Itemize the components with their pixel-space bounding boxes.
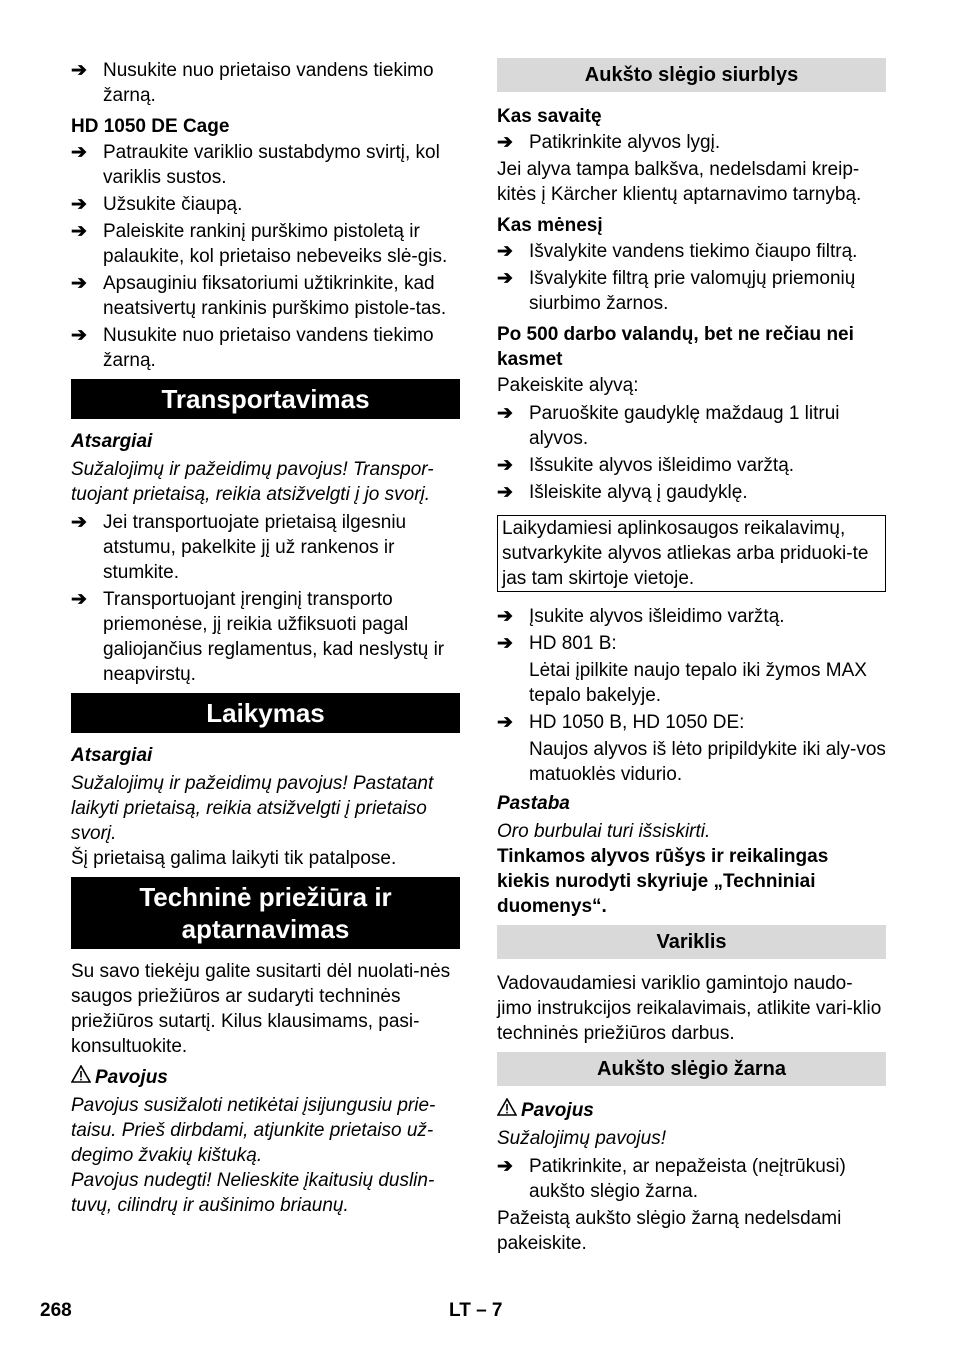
danger-heading: Pavojus: [71, 1065, 460, 1090]
hose-text: Pažeistą aukšto slėgio žarną nedelsdami pakeiskite.: [497, 1208, 842, 1254]
arrow-right-icon: ➔: [497, 482, 513, 503]
caution-label: Atsargiai: [71, 431, 153, 452]
monthly-heading: Kas mėnesį: [497, 215, 603, 236]
note-label: Pastaba: [497, 793, 570, 814]
list-item: ➔ Įsukite alyvos išleidimo varžtą.: [497, 606, 785, 627]
page-number: 268: [40, 1300, 72, 1321]
list-item: ➔ Nusukite nuo prietaiso vandens tiekimo žarną.: [71, 60, 434, 106]
list-item: ➔ Patikrinkite, ar nepažeista (neįtrūkusi) aukšto slėgio žarna.: [497, 1156, 846, 1202]
arrow-right-icon: ➔: [71, 60, 87, 81]
arrow-right-icon: ➔: [497, 268, 513, 289]
weekly-heading: Kas savaitę: [497, 106, 602, 127]
arrow-right-icon: ➔: [497, 455, 513, 476]
section-title-pump: Aukšto slėgio siurblys: [497, 58, 886, 92]
arrow-right-icon: ➔: [497, 132, 513, 153]
list-item: ➔ Jei transportuojate prietaisą ilgesniu atstumu, pakelkite jį už rankenos ir stumkite.: [71, 512, 407, 583]
hours-heading: Po 500 darbo valandų, bet ne rečiau nei kasmet: [497, 324, 854, 370]
model-heading: HD 1050 DE Cage: [71, 116, 230, 137]
engine-text: Vadovaudamiesi variklio gamintojo naudo-jimo instrukcijos reikalavimais, atlikite vari-klio techninės priežiūros darbus.: [497, 973, 882, 1044]
language-page-label: LT – 7: [449, 1300, 503, 1321]
list-item: ➔ Išleiskite alyvą į gaudyklę.: [497, 482, 748, 503]
environment-note-box: Laikydamiesi aplinkosaugos reikalavimų, sutvarkykite alyvos atliekas arba priduoki-te jas tam skirtoje vietoje.: [497, 515, 886, 592]
arrow-right-icon: ➔: [497, 1156, 513, 1177]
list-item: ➔ Paruoškite gaudyklę maždaug 1 litrui alyvos.: [497, 403, 840, 449]
caution-label: Atsargiai: [71, 745, 153, 766]
arrow-right-icon: ➔: [71, 589, 87, 610]
warning-triangle-icon: [71, 1065, 95, 1090]
weekly-text: Jei alyva tampa balkšva, nedelsdami kreip-kitės į Kärcher klientų aptarnavimo tarnybą.: [497, 159, 862, 205]
danger-text: Pavojus nudegti! Nelieskite įkaitusių duslin-tuvų, cilindrų ir aušinimo briaunų.: [71, 1170, 435, 1216]
caution-text: Sužalojimų ir pažeidimų pavojus! Transpor-tuojant prietaisą, reikia atsižvelgti į jo svorį.: [71, 459, 434, 505]
list-item: ➔ Užsukite čiaupą.: [71, 194, 243, 215]
list-item-detail: Lėtai įpilkite naujo tepalo iki žymos MAX tepalo bakelyje.: [529, 660, 867, 706]
arrow-right-icon: ➔: [497, 403, 513, 424]
maintenance-text: Su savo tiekėju galite susitarti dėl nuolati-nės saugos priežiūros ar sudaryti techninės priežiūros sutartį. Kilus klausimams, pasi-konsultuokite.: [71, 961, 451, 1057]
list-item: ➔ Nusukite nuo prietaiso vandens tiekimo žarną.: [71, 325, 434, 371]
arrow-right-icon: ➔: [71, 273, 87, 294]
danger-text: Sužalojimų pavojus!: [497, 1128, 666, 1149]
list-item: ➔ Išsukite alyvos išleidimo varžtą.: [497, 455, 795, 476]
section-title-maintenance: Techninė priežiūra ir aptarnavimas: [71, 877, 460, 949]
arrow-right-icon: ➔: [497, 712, 513, 733]
list-item: ➔ Išvalykite vandens tiekimo čiaupo filtrą.: [497, 241, 858, 262]
section-title-transport: Transportavimas: [71, 379, 460, 419]
storage-text: Šį prietaisą galima laikyti tik patalpose.: [71, 848, 397, 869]
list-item: ➔ HD 801 B:: [497, 633, 617, 654]
oil-info-text: Tinkamos alyvos rūšys ir reikalingas kiekis nurodyti skyriuje „Techniniai duomenys“.: [497, 846, 829, 917]
danger-text: Pavojus susižaloti netikėtai įsijungusiu prie-taisu. Prieš dirbdami, atjunkite prietaiso už-degimo žvakių kištuką.: [71, 1095, 436, 1166]
list-item: ➔ Transportuojant įrenginį transporto priemonėse, jį reikia užfiksuoti pagal galiojančius reglamentus, kad neslystų ir neapvirstų.: [71, 589, 445, 685]
arrow-right-icon: ➔: [497, 633, 513, 654]
oil-intro: Pakeiskite alyvą:: [497, 375, 639, 396]
section-title-engine: Variklis: [497, 925, 886, 959]
section-title-storage: Laikymas: [71, 693, 460, 733]
list-item: ➔ Apsauginiu fiksatoriumi užtikrinkite, kad neatsivertų rankinis purškimo pistole-tas.: [71, 273, 447, 319]
arrow-right-icon: ➔: [497, 606, 513, 627]
list-item: ➔ Paleiskite rankinį purškimo pistoletą ir palaukite, kol prietaiso nebeveiks slė-gis.: [71, 221, 448, 267]
list-item-detail: Naujos alyvos iš lėto pripildykite iki aly-vos matuoklės vidurio.: [529, 739, 886, 785]
arrow-right-icon: ➔: [71, 194, 87, 215]
warning-triangle-icon: [497, 1098, 521, 1123]
arrow-right-icon: ➔: [497, 241, 513, 262]
arrow-right-icon: ➔: [71, 221, 87, 242]
section-title-hose: Aukšto slėgio žarna: [497, 1052, 886, 1086]
arrow-right-icon: ➔: [71, 142, 87, 163]
arrow-right-icon: ➔: [71, 512, 87, 533]
left-column: [71, 58, 460, 1221]
note-text: Oro burbulai turi išsiskirti.: [497, 821, 711, 842]
list-item: ➔ HD 1050 B, HD 1050 DE:: [497, 712, 745, 733]
list-item: ➔ Išvalykite filtrą prie valomųjų priemonių siurbimo žarnos.: [497, 268, 856, 314]
list-item: ➔ Patikrinkite alyvos lygį.: [497, 132, 721, 153]
list-item: ➔ Patraukite variklio sustabdymo svirtį, kol variklis sustos.: [71, 142, 440, 188]
right-column: [497, 58, 886, 1259]
arrow-right-icon: ➔: [71, 325, 87, 346]
danger-heading: Pavojus: [497, 1098, 886, 1123]
caution-text: Sužalojimų ir pažeidimų pavojus! Pastatant laikyti prietaisą, reikia atsižvelgti į prietaiso svorį.: [71, 773, 434, 844]
